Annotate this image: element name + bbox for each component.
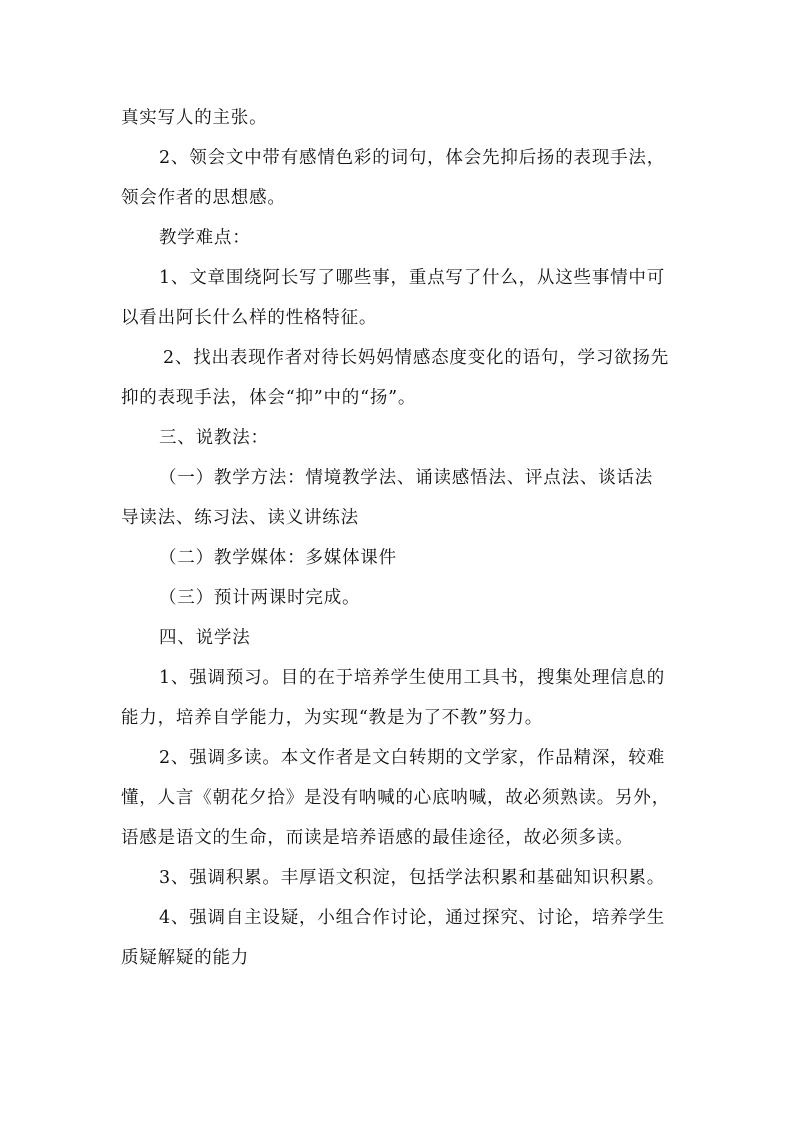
- text-line: 1、文章围绕阿长写了哪些事，重点写了什么，从这些事情中可: [159, 268, 666, 288]
- text-line: 4、强调自主设疑，小组合作讨论，通过探究、讨论，培养学生: [159, 908, 666, 928]
- text-line: （二）教学媒体：多媒体课件: [159, 548, 397, 568]
- text-line: 导读法、练习法、读义讲练法: [121, 508, 359, 528]
- text-line: 语感是语文的生命，而读是培养语感的最佳途径，故必须多读。: [121, 828, 634, 848]
- text-line: 2、强调多读。本文作者是文白转期的文学家，作品精深，较难: [159, 748, 666, 768]
- section-heading: 四、说学法: [159, 628, 251, 648]
- text-line: （三）预计两课时完成。: [159, 588, 361, 608]
- text-line: 2、领会文中带有感情色彩的词句，体会先抑后扬的表现手法，: [159, 148, 666, 168]
- text-line: 1、强调预习。目的在于培养学生使用工具书，搜集处理信息的: [159, 668, 666, 688]
- text-line: 3、强调积累。丰厚语文积淀，包括学法积累和基础知识积累。: [159, 868, 666, 888]
- text-line: 以看出阿长什么样的性格特征。: [121, 308, 378, 328]
- text-line: 懂，人言《朝花夕拾》是没有呐喊的心底呐喊，故必须熟读。另外，: [121, 788, 670, 808]
- text-line: （一）教学方法：情境教学法、诵读感悟法、评点法、谈话法: [159, 468, 654, 488]
- text-line: 能力，培养自学能力，为实现“教是为了不教”努力。: [121, 708, 544, 728]
- text-line: 领会作者的思想感。: [121, 188, 286, 208]
- text-line: 真实写人的主张。: [121, 108, 268, 128]
- section-heading: 教学难点：: [159, 228, 251, 248]
- text-line: 抑的表现手法，体会“抑”中的“扬”。: [121, 388, 417, 408]
- text-line: 2、找出表现作者对待长妈妈情感态度变化的语句，学习欲扬先: [163, 348, 670, 368]
- document-body: [121, 98, 681, 978]
- text-line: 质疑解疑的能力: [121, 948, 250, 968]
- section-heading: 三、说教法：: [159, 428, 269, 448]
